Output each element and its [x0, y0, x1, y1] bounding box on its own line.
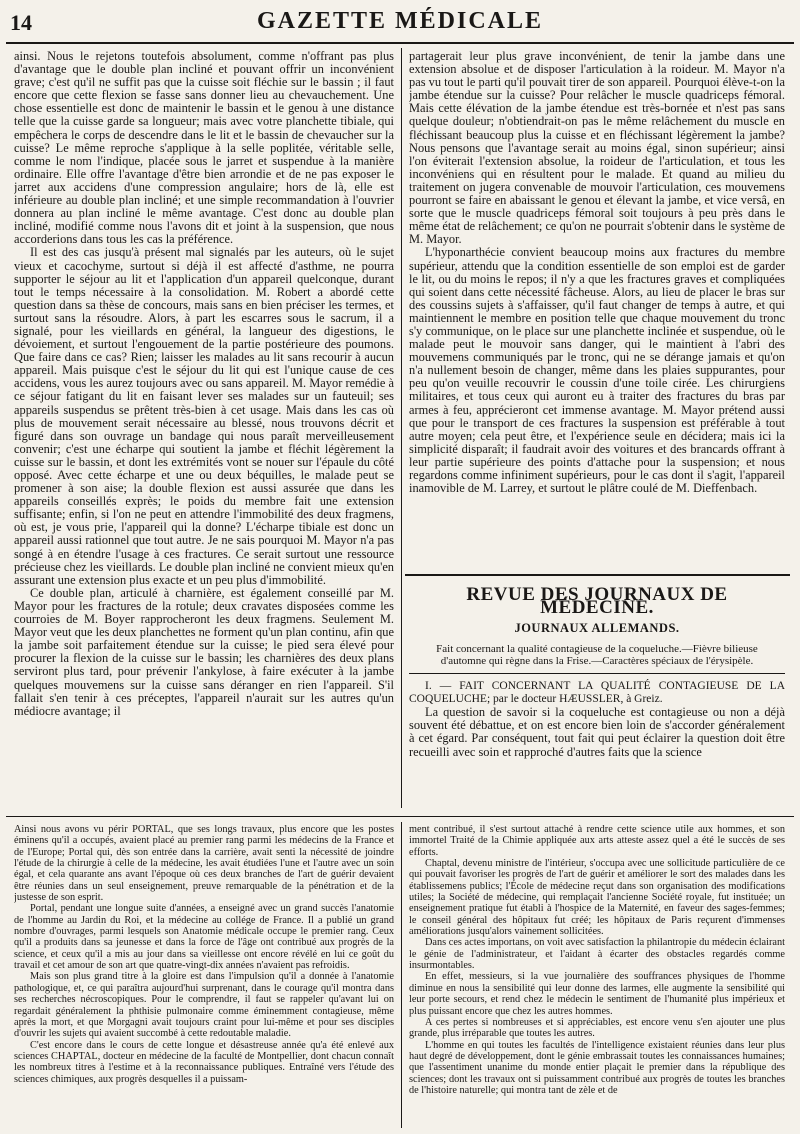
- left-column: [14, 50, 394, 808]
- right-paragraph-1: partagerait leur plus grave inconvénient, de tenir la jambe dans une extension absolue et de disposer l'articulation à la roideur. M. Mayor n'a pas vu tout le parti qu'il pouvait tirer de son appareil. Pourquoi élève-t-on la jambe étendue sur la cuisse? Pour relâcher le muscle quadriceps fémoral. Mais cette élévation de la jambe étendue est très-bornée et n'est pas sans quelque douleur; n'obtiendrait-on pas le même relâchement du muscle en fléchissant beaucoup plus la cuisse et en fléchissant légèrement la jambe? Nous pensons que l'avantage serait au moins égal, sinon supérieur; ainsi l'on éviterait l'extension absolue, la roideur de l'articulation, et tous les inconvéniens qui en résultent pour le malade. Et quand au milieu du traitement on jugera convenable de mouvoir l'articulation, ces mouvemens pourront se faire en abaissant le genou et élevant la jambe, et vice versâ, en sorte que le muscle quadriceps fémoral soit toujours à peu près dans le même état de relâchement; ce qu'on ne pourrait s'obtenir dans le système de M. Mayor.: [409, 50, 785, 247]
- article-heading: I. — FAIT CONCERNANT LA QUALITÉ CONTAGIEUSE DE LA COQUELUCHE; par le docteur HÆUSSLER, à Greiz.: [409, 680, 785, 706]
- summary-rule: [409, 673, 785, 674]
- lower-right-paragraph-2: Chaptal, devenu ministre de l'intérieur, s'occupa avec une sollicitude particulière de ce qui pouvait favoriser les progrès de l'art de guérir et améliorer le sort des malades dans les établissemens publics; l'École de médecine reçut dans son organisation des modifications utiles; la Société de médecine, qui remplaçait l'ancienne Société royale, fut instituée; un enseignement pratique fut établi à l'hospice de la Maternité, en faveur des sages-femmes; le conseil général des hôpitaux fut créé; les hôpitaux de Paris reçurent d'immenses améliorations jusqu'alors vainement sollicitées.: [409, 858, 785, 938]
- lower-left-paragraph-4: C'est encore dans le cours de cette longue et désastreuse année qu'a été enlevé aux sciences CHAPTAL, docteur en médecine de la faculté de Montpellier, dont chacun connaît les nombreux titres à l'estime et à la reconnaissance publiques. Entraîné vers l'étude des sciences chimiques, aux progrès desquelles il a puissam-: [14, 1039, 394, 1085]
- right-paragraph-2: L'hyponarthécie convient beaucoup moins aux fractures du membre supérieur, attendu que la condition essentielle de son emploi est de garder le lit, ou du moins le repos; il n'y a que les fractures graves et compliquées qui soient dans cette nécessité fâcheuse. Alors, au lieu de placer le bras sur des coussins sujets à s'affaisser, qu'il faut changer de temps à autre, et qui maintiennent le membre en position telle que chaque mouvement du tronc s'y communique, on le place sur une planchette inclinée et suspendue, où le malade peut le mouvoir sans danger, qui le maintient à l'abri des mouvemens communiqués par le tronc, qui ne se dérange jamais et qu'on n'a nullement besoin de changer, même dans les plaies suppurantes, pour peu qu'on veuille recouvrir le coussin d'une toile cirée. Les chirurgiens militaires, et tous ceux qui auront eu à traiter des fractures du bras par armes à feu, apprécieront cet immense avantage. M. Mayor prétend aussi que pour le transport de ces fractures la suspension est préférable à tout autre moyen; cela peut être, et l'expérience seule en décidera; mais ici la simplicité disparaît; il faudrait avoir des voitures et des brancards offrant à leur partie supérieure des points d'attache pour la suspension; et nous regardons comme infiniment supérieurs, pour le cas dont il s'agit, l'appareil inamovible de M. Larrey, et surtout le plâtre coulé de M. Dieffenbach.: [409, 245, 785, 496]
- lower-right-paragraph-6: L'homme en qui toutes les facultés de l'intelligence existaient réunies dans leur plus haut degré de développement, dont le génie embrassait toutes les connaissances humaines; que l'assentiment unanime du monde entier plaçait le premier dans la république des sciences; dont les travaux ont si puissamment contribué aux progrès de toutes les branches de l'histoire naturelle; qui montra tant de zèle et de: [409, 1039, 785, 1096]
- header-rule: [6, 42, 794, 44]
- lower-right-column: [409, 824, 785, 1128]
- article-paragraph: La question de savoir si la coqueluche est contagieuse ou non a déjà souvent été débattue, et on est encore bien loin de s'accorder généralement à cet égard. Par conséquent, tout fait qui peut éclairer la question doit être recueilli avec soin et rapproché d'autres faits que la science: [409, 705, 785, 759]
- lower-left-paragraph-3: Mais son plus grand titre à la gloire est dans l'impulsion qu'il a donnée à l'anatomie pathologique, et, ce qui paraîtra aujourd'hui surprenant, dans le courage qu'il montra dans ses recherches nécroscopiques. Pour le comprendre, il faut se rappeler qu'avant lui on regardait généralement la phthisie pulmonaire comme éminemment contagieuse, même après la mort, et que Morgagni avait toujours craint pour lui-même et pour ses disciples d'ouvrir les sujets qui avaient succombé à cette redoutable maladie.: [14, 971, 394, 1040]
- revue-summary: Fait concernant la qualité contagieuse de la coqueluche.—Fièvre bilieuse d'automne qui règne dans la Frise.—Caractères spéciaux de l'érysipèle.: [436, 643, 758, 668]
- left-paragraph-1: ainsi. Nous le rejetons toutefois absolument, comme n'offrant pas plus d'avantage que le double plan incliné et pouvant offrir un inconvénient grave; c'est qu'il ne suffit pas que la cuisse soit fléchie sur le bassin ; il faut encore que cette flexion se fasse sans donner lieu au chevauchement. Une chose essentielle est donc de maintenir le bassin et le genou à une distance telle que la cuisse garde sa longueur; mais avec votre planchette tibiale, qui empêchera le corps de descendre dans le lit et le bassin de chevaucher sur la cuisse? Le même reproche s'applique à la selle poplitée, véritable selle, comme le nom l'indique, placée sous le jarret et suspendue à la manière ordinaire. Elle offre l'avantage d'être bien arrondie et de ne pas exposer le jarret aux accidens d'une compression angulaire; hors de là, elle est inférieure au double plan incliné; et une simple recommandation à l'ouvrier donnera au plan incliné le même avantage. C'est donc au double plan incliné, modifié comme nous l'avons dit et joint à la suspension, que nous accorderions dans tous les cas la préférence.: [14, 50, 394, 247]
- lower-right-paragraph-4: En effet, messieurs, si la vue journalière des souffrances physiques de l'homme diminue en nous la sensibilité qui leur donne des larmes, elle augmente la sensibilité qui leur porte secours, et rend chez le médecin le sentiment de l'humanité plus impérieux et plus puissant encore que chez les autres hommes.: [409, 971, 785, 1017]
- lower-column-divider: [401, 822, 402, 1128]
- left-paragraph-3: Ce double plan, articulé à charnière, est également conseillé par M. Mayor pour les fractures de la rotule; deux cravates disposées comme les courroies de M. Boyer rapprocheront les deux fragmens. Seulement M. Mayor veut que les deux planchettes ne forment qu'un plan continu, afin que la jambe soit parfaitement étendue sur la cuisse; le pied sera élevé pour procurer la flexion de la cuisse sur le bassin; les charnières des deux plans serviront plus tard, pour prévenir l'ankylose, à faire exécuter à la jambe quelques mouvemens sur la cuisse sans déranger en rien l'appareil. S'il fallait s'en tenir à ces préceptes, l'appareil n'aurait sur les autres qu'un médiocre avantage; il: [14, 585, 394, 718]
- revue-subtitle: JOURNAUX ALLEMANDS.: [514, 621, 680, 636]
- lower-left-column: [14, 824, 394, 1128]
- lower-section-rule: [6, 816, 794, 817]
- right-column: [409, 50, 785, 558]
- lower-left-paragraph-1: Ainsi nous avons vu périr PORTAL, que ses longs travaux, plus encore que les postes éminens qu'il a occupés, avaient placé au premier rang parmi les médecins de la France et de l'Europe; Portal qui, dès son entrée dans la carrière, avait senti la nécessité de joindre l'étude de la chirurgie à celle de la médecine, les avait étudiées l'une et l'autre avec un soin égal, et cela quarante ans avant l'époque où ces deux branches de l'art de guérir devaient être réunies dans un seul enseignement, preuve remarquable de la pénétration et de la justesse de son esprit.: [14, 824, 394, 904]
- masthead-title: GAZETTE MÉDICALE: [256, 8, 544, 34]
- section-rule: [405, 574, 790, 576]
- revue-section: [409, 584, 785, 808]
- lower-right-paragraph-1: ment contribué, il s'est surtout attaché à rendre cette science utile aux hommes, et son immortel Traité de la Chimie appliquée aux arts atteste assez quel a été le succès de ses efforts.: [409, 824, 785, 858]
- page-number: 14: [10, 10, 32, 35]
- lower-right-paragraph-3: Dans ces actes importans, on voit avec satisfaction la philantropie du médecin éclairant le génie de l'administrateur, et l'aidant à écarter des obstacles regardés comme insurmontables.: [409, 937, 785, 972]
- revue-title: REVUE DES JOURNAUX DE MÉDECINE.: [466, 584, 728, 619]
- column-divider: [401, 48, 402, 808]
- lower-left-paragraph-2: Portal, pendant une longue suite d'années, a enseigné avec un grand succès l'anatomie de l'homme au Jardin du Roi, et la médecine au collége de France. Il a publié un grand nombre d'ouvrages, parmi lesquels son Anatomie médicale occupe le premier rang. Ceux qu'il a produits dans sa jeunesse et dans la force de l'âge ont contribué aux progrès de la science, et ceux qu'il a mis au jour dans sa vieillesse ont encore révélé en lui ce goût du travail et cet amour de son art que quatre-vingt-dix années n'avaient pas refroidis.: [14, 903, 394, 972]
- lower-right-paragraph-5: A ces pertes si nombreuses et si appréciables, est encore venu s'en ajouter une plus grande, plus irréparable que toutes les autres.: [409, 1016, 785, 1040]
- left-paragraph-2: Il est des cas jusqu'à présent mal signalés par les auteurs, où le sujet vieux et cacochyme, surtout si déjà il est affecté d'asthme, ne pourra supporter le séjour au lit et l'application d'un appareil quelconque, durant tout le temps nécessaire à la consolidation. M. Robert a abordé cette question dans sa thèse de concours, mais sans en bien préciser les termes, et surtout sans la résoudre. Alors, à part les escarres sous le sacrum, il a signalé, pour les vieillards en général, la langueur des digestions, le dévoiement, et surtout l'engouement de la partie postérieure des poumons. Que faire dans ce cas? Rien; laisser les malades au lit sans recourir à aucun appareil. Mais puisque c'est le séjour du lit qui est l'unique cause de ces accidens, vous les aurez toujours avec ou sans appareil. M. Mayor remédie à ce séjour fatigant du lit en faisant lever ses malades sur un fauteuil; ses appareils suspendus se prêtent très-bien à cet usage. Mais dans les cas où plus de mouvement serait nécessaire au blessé, nous trouvons décrit et figuré dans son ouvrage un bandage qui nous paraît merveilleusement convenir; c'est une écharpe qui soutient la jambe et fléchit légèrement la cuisse sur le bassin, et dont les extrémités vont se nouer sur l'épaule du côté opposé. Avec cette écharpe et une ou deux béquilles, le malade peut se promener à son aise; la double flexion est aussi assurée que dans les appareils conseillés exprès; le poids du membre fait une extension suffisante; enfin, si l'on ne peut en attendre l'immobilité des deux fragmens, où est, je vous prie, l'appareil qui la donne? L'écharpe tibiale est donc un appareil aussi rationnel que tout autre. Je ne sais pourquoi M. Mayor n'a pas songé à en étendre l'usage à ces fractures. Ce serait surtout une ressource précieuse chez les vieillards. Le double plan incliné ne convient mieux qu'en assurant une extension plus exacte et un peu plus d'immobilité.: [14, 245, 394, 587]
